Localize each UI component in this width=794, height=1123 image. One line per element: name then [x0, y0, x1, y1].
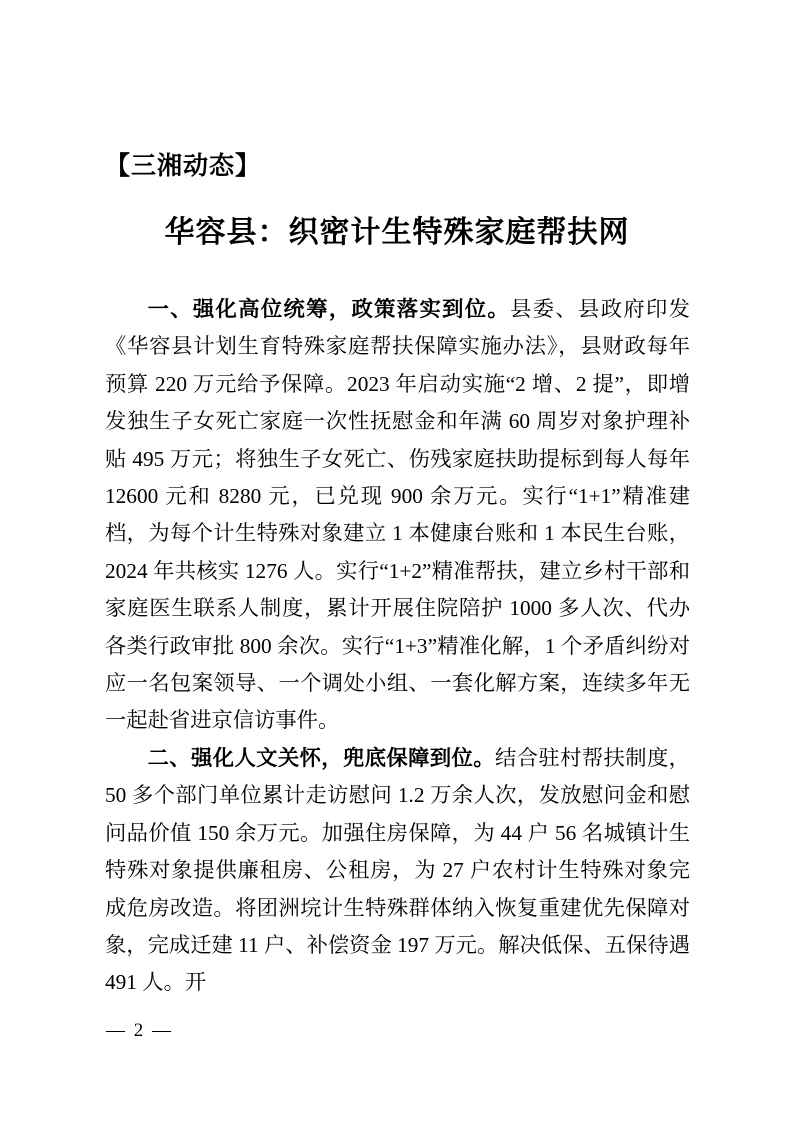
page-number: — 2 —	[106, 1020, 173, 1041]
paragraph-2-lead: 二、强化人文关怀，兜底保障到位。	[147, 745, 495, 770]
page-title: 华容县：织密计生特殊家庭帮扶网	[164, 216, 630, 249]
paragraph-1	[105, 291, 690, 740]
paragraph-1-text: 县委、县政府印发《华容县计划生育特殊家庭帮扶保障实施办法》，县财政每年预算 220 万元给予保障。2023 年启动实施“2 增、2 提”，即增发独生子女死亡家庭一次性抚慰金和年满 60 周岁对象护理补贴 495 万元；将独生子女死亡、伤残家庭扶助提标到每人每年 12600 元和 8280 元，已兑现 900 余万元。实行“1+1”精准建档，为每个计生特殊对象建立 1 本健康台账和 1 本民生台账，2024 年共核实 1276 人。实行“1+2”精准帮扶，建立乡村干部和家庭医生联系人制度，累计开展住院陪护 1000 多人次、代办各类行政审批 800 余次。实行“1+3”精准化解，1 个矛盾纠纷对应一名包案领导、一个调处小组、一套化解方案，连续多年无一起赴省进京信访事件。	[105, 297, 690, 733]
document-body	[105, 291, 690, 1002]
paragraph-2-text: 结合驻村帮扶制度，50 多个部门单位累计走访慰问 1.2 万余人次，发放慰问金和慰问品价值 150 余万元。加强住房保障，为 44 户 56 名城镇计生特殊对象提供廉租房、公租房，为 27 户农村计生特殊对象完成危房改造。将团洲垸计生特殊群体纳入恢复重建优先保障对象，完成迁建 11 户、补偿资金 197 万元。解决低保、五保待遇 491 人。开	[105, 745, 690, 995]
paragraph-1-lead: 一、强化高位统筹，政策落实到位。	[147, 297, 511, 321]
section-tag: 【三湘动态】	[105, 153, 262, 180]
paragraph-2	[105, 740, 690, 1002]
